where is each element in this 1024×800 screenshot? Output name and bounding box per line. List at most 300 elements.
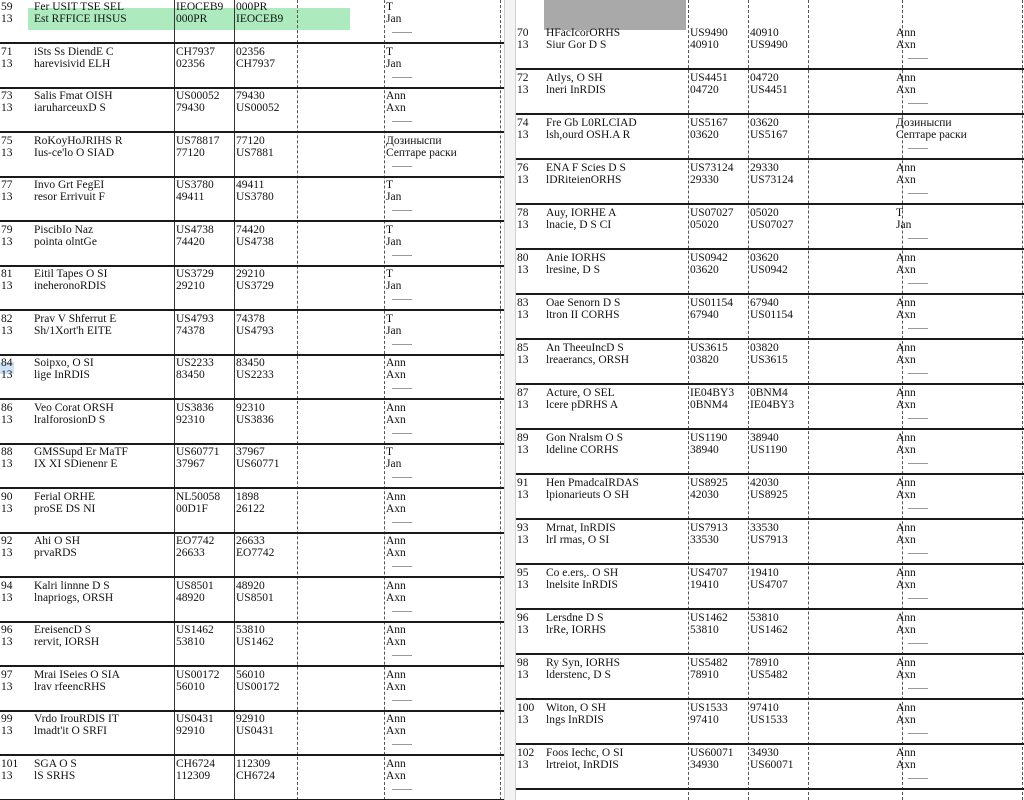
- company-name: Hen PmadcaIRDAS: [546, 477, 639, 489]
- company-name-alt: lralforosionD S: [34, 413, 106, 426]
- table-row[interactable]: [0, 710, 504, 756]
- isin-code-alt: 05020: [690, 219, 719, 231]
- table-row[interactable]: [516, 384, 1024, 430]
- row-dash: [908, 463, 928, 464]
- row-prefix: 13: [517, 264, 529, 276]
- table-row[interactable]: [0, 577, 504, 623]
- language-label: Ann: [386, 90, 406, 102]
- secondary-code: 74378: [236, 312, 265, 325]
- isin-code-alt: 000PR: [176, 13, 208, 25]
- isin-code: US1462: [176, 624, 214, 636]
- row-dash: [392, 32, 412, 33]
- table-row[interactable]: [0, 399, 504, 445]
- table-row[interactable]: [0, 621, 504, 667]
- language-label: Ann: [386, 357, 406, 369]
- language-label: Дозиныспи: [386, 134, 442, 147]
- row-prefix: 13: [517, 444, 529, 456]
- secondary-code: 112309: [236, 757, 271, 770]
- secondary-code: 04720: [750, 72, 779, 84]
- secondary-code-alt: US3780: [236, 191, 274, 203]
- company-name: ENA F Scies D S: [546, 162, 626, 174]
- table-row[interactable]: [0, 265, 504, 311]
- row-number: 100: [517, 702, 535, 714]
- secondary-code: 83450: [236, 357, 265, 369]
- row-number: 70: [517, 27, 529, 39]
- row-prefix: 13: [1, 13, 13, 25]
- row-prefix: 13: [517, 174, 529, 186]
- isin-code: US8925: [690, 477, 728, 489]
- secondary-code-alt: US8925: [750, 489, 788, 501]
- table-row[interactable]: [516, 699, 1024, 745]
- language-label-alt: Axn: [386, 369, 406, 381]
- company-name-alt: Siur Gor D S: [546, 39, 607, 51]
- row-number: 102: [517, 747, 535, 759]
- company-name: iSts Ss DiendE C: [34, 45, 114, 58]
- language-label-alt: Axn: [386, 547, 406, 559]
- isin-code: US1462: [690, 612, 728, 624]
- row-dash: [392, 121, 412, 122]
- table-row[interactable]: [0, 0, 504, 44]
- isin-code-alt: 42030: [690, 489, 719, 501]
- language-label-alt: Axn: [896, 354, 916, 366]
- company-name: RoKoyHoJRIHS R: [34, 134, 123, 147]
- isin-code-alt: 03620: [690, 264, 719, 276]
- row-number: 80: [517, 252, 529, 264]
- row-number: 75: [1, 134, 13, 147]
- secondary-code: 05020: [750, 207, 779, 219]
- isin-code: US73124: [690, 162, 734, 174]
- row-prefix: 13: [517, 624, 529, 636]
- language-label: Ann: [386, 579, 406, 592]
- isin-code-alt: 34930: [690, 759, 719, 771]
- row-dash: [908, 598, 928, 599]
- isin-code-alt: 79430: [176, 102, 205, 114]
- language-label: T: [386, 312, 394, 325]
- company-name-alt: lsh,ourd OSH.A R: [546, 129, 631, 141]
- company-name: EreisencD S: [34, 624, 92, 636]
- table-row[interactable]: [0, 488, 504, 534]
- row-number: 82: [1, 312, 13, 325]
- secondary-code: 26633: [236, 535, 265, 547]
- row-prefix: 13: [1, 280, 13, 292]
- table-row[interactable]: [0, 43, 504, 89]
- row-dash: [392, 388, 412, 389]
- isin-code: US00052: [176, 90, 220, 102]
- row-dash: [908, 283, 928, 284]
- isin-code-alt: 78910: [690, 669, 719, 681]
- row-dash: [392, 522, 412, 523]
- language-label: T: [896, 207, 904, 219]
- row-number: 97: [1, 668, 13, 681]
- isin-code: US4793: [176, 312, 214, 325]
- company-name-alt: resor Errivuit F: [34, 191, 105, 203]
- secondary-code-alt: US73124: [750, 174, 794, 186]
- table-row[interactable]: [516, 69, 1024, 115]
- table-row[interactable]: [0, 87, 504, 133]
- secondary-code-alt: US01154: [750, 309, 794, 321]
- company-name: Eitil Tapes O SI: [34, 268, 108, 280]
- table-row[interactable]: [516, 24, 1024, 70]
- language-label: Дозиныспи: [896, 117, 952, 129]
- company-name: GMSSupd Er MaTF: [34, 446, 128, 458]
- table-row[interactable]: [0, 755, 504, 800]
- table-row[interactable]: [516, 114, 1024, 160]
- language-label: T: [386, 179, 394, 191]
- language-label: Ann: [386, 624, 406, 636]
- secondary-code-alt: US3836: [236, 413, 274, 426]
- table-row[interactable]: [0, 532, 504, 578]
- secondary-code-alt: CH6724: [236, 769, 275, 782]
- table-row[interactable]: [0, 310, 504, 356]
- row-prefix: 13: [1, 680, 13, 693]
- secondary-code: 33530: [750, 522, 779, 534]
- secondary-code-alt: US5482: [750, 669, 788, 681]
- row-number: 93: [517, 522, 529, 534]
- isin-code: CH7937: [176, 45, 215, 58]
- language-label: Ann: [386, 490, 406, 503]
- isin-code-alt: 56010: [176, 680, 205, 693]
- language-label: Ann: [896, 657, 916, 669]
- company-name-alt: lnacie, D S CI: [546, 219, 612, 231]
- isin-code: US3780: [176, 179, 214, 191]
- company-name-alt: lneri InRDIS: [546, 84, 606, 96]
- language-label-alt: Axn: [896, 309, 916, 321]
- company-name-alt: rervit, IORSH: [34, 636, 100, 648]
- secondary-code-alt: US0431: [236, 725, 274, 737]
- company-name-alt: lrI rmas, O SI: [546, 534, 610, 546]
- language-label: Ann: [386, 713, 406, 725]
- row-dash: [392, 344, 412, 345]
- secondary-code: 92910: [236, 713, 265, 725]
- row-number: 72: [517, 72, 529, 84]
- secondary-code-alt: IEOCEB9: [236, 13, 284, 25]
- secondary-code-alt: US00172: [236, 680, 280, 693]
- table-row[interactable]: [516, 429, 1024, 475]
- row-number: 59: [1, 1, 13, 13]
- language-label: Ann: [896, 387, 916, 399]
- company-name: Atlys, O SH: [546, 72, 603, 84]
- company-name-alt: iaruharceuxD S: [34, 102, 106, 114]
- company-name-alt: lmadt'it O SRFI: [34, 725, 107, 737]
- company-name: SGA O S: [34, 757, 77, 770]
- row-prefix: 13: [517, 579, 529, 591]
- language-label: T: [386, 446, 394, 458]
- row-number: 79: [1, 223, 13, 236]
- table-row[interactable]: [516, 339, 1024, 385]
- isin-code: US4707: [690, 567, 728, 579]
- secondary-code: 97410: [750, 702, 779, 714]
- row-number: 88: [1, 446, 13, 458]
- row-dash: [392, 433, 412, 434]
- language-label-alt: Axn: [896, 759, 916, 771]
- company-name: PiscibIo Naz: [34, 223, 94, 236]
- company-name: Gon Nralsm O S: [546, 432, 623, 444]
- row-prefix: 13: [1, 235, 13, 248]
- secondary-code-alt: US4738: [236, 235, 274, 248]
- secondary-code: 19410: [750, 567, 779, 579]
- language-label-alt: Axn: [896, 624, 916, 636]
- isin-code: US1190: [690, 432, 728, 444]
- table-row[interactable]: [516, 609, 1024, 655]
- company-name: Fer USIT TSE SEL: [34, 1, 124, 13]
- company-name-alt: lS SRHS: [34, 769, 76, 782]
- table-row[interactable]: [516, 744, 1024, 790]
- secondary-code-alt: US3615: [750, 354, 788, 366]
- language-label: Ann: [896, 27, 916, 39]
- row-dash: [908, 328, 928, 329]
- row-prefix: 13: [1, 146, 13, 159]
- language-label: Ann: [896, 477, 916, 489]
- language-label-alt: Axn: [896, 444, 916, 456]
- row-prefix: 13: [517, 759, 529, 771]
- row-dash: [392, 299, 412, 300]
- isin-code: US0431: [176, 713, 214, 725]
- language-label: Ann: [896, 612, 916, 624]
- row-number: 101: [1, 757, 19, 770]
- secondary-code-alt: US4793: [236, 324, 274, 337]
- row-dash: [392, 166, 412, 167]
- page-gutter: [504, 0, 516, 800]
- company-name-alt: ldeline CORHS: [546, 444, 619, 456]
- table-row[interactable]: [516, 474, 1024, 520]
- row-dash: [908, 553, 928, 554]
- company-name: Invo Grt FegEI: [34, 179, 105, 191]
- language-label-alt: Axn: [896, 264, 916, 276]
- company-name-alt: lresine, D S: [546, 264, 600, 276]
- row-number: 95: [517, 567, 529, 579]
- row-dash: [392, 611, 412, 612]
- language-label: Ann: [896, 342, 916, 354]
- language-label-alt: Axn: [896, 174, 916, 186]
- row-dash: [908, 508, 928, 509]
- secondary-code-alt: US1462: [236, 636, 274, 648]
- language-label-alt: Axn: [896, 534, 916, 546]
- language-label-alt: Axn: [386, 102, 406, 114]
- table-row[interactable]: [0, 354, 504, 400]
- company-name: Mrnat, InRDIS: [546, 522, 616, 534]
- company-name-alt: lderstenc, D S: [546, 669, 611, 681]
- isin-code-alt: 02356: [176, 57, 205, 70]
- isin-code-alt: 92910: [176, 725, 205, 737]
- language-label-alt: Jan: [386, 324, 402, 337]
- row-number: 98: [517, 657, 529, 669]
- company-name-alt: lDRiteienORHS: [546, 174, 622, 186]
- company-name-alt: lpionarieuts O SH: [546, 489, 630, 501]
- secondary-code: 42030: [750, 477, 779, 489]
- isin-code: US7913: [690, 522, 728, 534]
- company-name-alt: lrRe, IORHS: [546, 624, 607, 636]
- company-name-alt: Sh/1Xort'h EITE: [34, 324, 112, 337]
- language-label: Ann: [896, 252, 916, 264]
- row-prefix: 13: [517, 309, 529, 321]
- company-name: Acture, O SEL: [546, 387, 615, 399]
- table-row[interactable]: [516, 654, 1024, 700]
- table-row[interactable]: [516, 159, 1024, 205]
- isin-code: US4738: [176, 223, 214, 236]
- secondary-code: 29330: [750, 162, 779, 174]
- company-name-alt: ltron II CORHS: [546, 309, 620, 321]
- isin-code-alt: 53810: [176, 636, 205, 648]
- company-name-alt: lnelsite InRDIS: [546, 579, 618, 591]
- isin-code-alt: 74378: [176, 324, 205, 337]
- isin-code-alt: 00D1F: [176, 502, 208, 515]
- company-name: HFacIcorORHS: [546, 27, 621, 39]
- row-dash: [908, 733, 928, 734]
- table-row[interactable]: [0, 666, 504, 712]
- language-label-alt: Jan: [896, 219, 912, 231]
- table-row[interactable]: [516, 519, 1024, 565]
- isin-code-alt: 19410: [690, 579, 719, 591]
- secondary-code-alt: US2233: [236, 369, 274, 381]
- isin-code-alt: 03620: [690, 129, 719, 141]
- row-dash: [392, 655, 412, 656]
- secondary-code-alt: US60771: [236, 458, 280, 470]
- table-row[interactable]: [0, 221, 504, 267]
- company-name: Anie IORHS: [546, 252, 606, 264]
- language-label: Ann: [386, 535, 406, 547]
- company-name: Mrai ISeies O SIA: [34, 668, 120, 681]
- row-prefix: 13: [1, 769, 13, 782]
- secondary-code-alt: US1190: [750, 444, 788, 456]
- isin-code-alt: 92310: [176, 413, 205, 426]
- isin-code-alt: 04720: [690, 84, 719, 96]
- company-name: Vrdo IrouRDIS IT: [34, 713, 119, 725]
- secondary-code-alt: EO7742: [236, 547, 275, 559]
- row-dash: [908, 373, 928, 374]
- right-sheet: [516, 0, 1024, 800]
- language-label: Ann: [386, 757, 406, 770]
- company-name: Prav V Shferrut E: [34, 312, 117, 325]
- company-name: Soipxo, O SI: [34, 357, 94, 369]
- row-number: 99: [1, 713, 13, 725]
- company-name-alt: harevisivid ELH: [34, 57, 111, 70]
- isin-code-alt: 0BNM4: [690, 399, 728, 411]
- secondary-code: 03620: [750, 252, 779, 264]
- secondary-code: 67940: [750, 297, 779, 309]
- table-row[interactable]: [0, 443, 504, 489]
- isin-code-alt: 38940: [690, 444, 719, 456]
- row-dash: [392, 744, 412, 745]
- language-label-alt: Axn: [386, 769, 406, 782]
- isin-code-alt: 77120: [176, 146, 205, 159]
- company-name: Lersdne D S: [546, 612, 604, 624]
- secondary-code-alt: US9490: [750, 39, 788, 51]
- language-label-alt: Jan: [386, 57, 402, 70]
- row-dash: [392, 566, 412, 567]
- row-number: 85: [517, 342, 529, 354]
- language-label: Ann: [896, 522, 916, 534]
- row-prefix: 13: [1, 458, 13, 470]
- secondary-code-alt: US4707: [750, 579, 788, 591]
- isin-code-alt: 53810: [690, 624, 719, 636]
- row-dash: [392, 477, 412, 478]
- isin-code: US4451: [690, 72, 728, 84]
- company-name-alt: ineheronoRDIS: [34, 280, 107, 292]
- row-dash: [392, 700, 412, 701]
- language-label-alt: Axn: [386, 591, 406, 604]
- row-number: 76: [517, 162, 529, 174]
- language-label-alt: Axn: [896, 714, 916, 726]
- isin-code: US9490: [690, 27, 728, 39]
- company-name: Witon, O SH: [546, 702, 606, 714]
- language-label: Ann: [896, 72, 916, 84]
- isin-code-alt: 33530: [690, 534, 719, 546]
- company-name: Oae Senorn D S: [546, 297, 621, 309]
- secondary-code: 29210: [236, 268, 265, 280]
- row-number: 81: [1, 268, 13, 280]
- company-name: Auy, IORHE A: [546, 207, 617, 219]
- row-prefix: 13: [517, 84, 529, 96]
- table-row[interactable]: [516, 564, 1024, 610]
- row-number: 89: [517, 432, 529, 444]
- secondary-code: 56010: [236, 668, 265, 681]
- language-label-alt: Axn: [386, 636, 406, 648]
- isin-code: US00172: [176, 668, 220, 681]
- row-dash: [908, 148, 928, 149]
- secondary-code-alt: US0942: [750, 264, 788, 276]
- row-prefix: 13: [1, 591, 13, 604]
- row-dash: [908, 58, 928, 59]
- isin-code: US60071: [690, 747, 734, 759]
- secondary-code: 000PR: [236, 1, 268, 13]
- table-row[interactable]: [516, 249, 1024, 295]
- language-label: T: [386, 1, 394, 13]
- company-name: Fre Gb L0RLCIAD: [546, 117, 637, 129]
- table-row[interactable]: [516, 204, 1024, 250]
- table-row[interactable]: [516, 294, 1024, 340]
- secondary-code-alt: CH7937: [236, 57, 275, 70]
- company-name-alt: IX XI SDienenr E: [34, 458, 118, 470]
- secondary-code: 77120: [236, 134, 265, 147]
- row-prefix: 13: [517, 669, 529, 681]
- language-label-alt: Axn: [896, 84, 916, 96]
- company-name: Co e.ers,. O SH: [546, 567, 619, 579]
- isin-code: US60771: [176, 446, 220, 458]
- language-label-alt: Jan: [386, 235, 402, 248]
- row-dash: [392, 210, 412, 211]
- row-prefix: 13: [1, 725, 13, 737]
- isin-code: CH6724: [176, 757, 215, 770]
- company-name-alt: pointa olntGe: [34, 235, 97, 248]
- secondary-code: 38940: [750, 432, 779, 444]
- isin-code: IE04BY3: [690, 387, 735, 399]
- row-number: 91: [517, 477, 529, 489]
- row-number: 90: [1, 490, 13, 503]
- row-dash: [392, 789, 412, 790]
- row-dash: [908, 643, 928, 644]
- row-prefix: 13: [517, 714, 529, 726]
- row-number: 96: [517, 612, 529, 624]
- secondary-code: 40910: [750, 27, 779, 39]
- isin-code: US5482: [690, 657, 728, 669]
- language-label: Ann: [896, 297, 916, 309]
- company-name-alt: lrav rfeencRHS: [34, 680, 106, 693]
- row-prefix: 13: [1, 369, 13, 381]
- row-number: 87: [517, 387, 529, 399]
- table-row[interactable]: [0, 132, 504, 178]
- language-label-alt: Jan: [386, 458, 402, 470]
- isin-code-alt: 112309: [176, 769, 211, 782]
- row-dash: [908, 418, 928, 419]
- row-number: 77: [1, 179, 13, 191]
- isin-code: US0942: [690, 252, 728, 264]
- isin-code: EO7742: [176, 535, 215, 547]
- secondary-code: 74420: [236, 223, 265, 236]
- row-number: 92: [1, 535, 13, 547]
- table-row[interactable]: [0, 176, 504, 222]
- secondary-code: 1898: [236, 490, 259, 503]
- language-label-alt: Axn: [386, 725, 406, 737]
